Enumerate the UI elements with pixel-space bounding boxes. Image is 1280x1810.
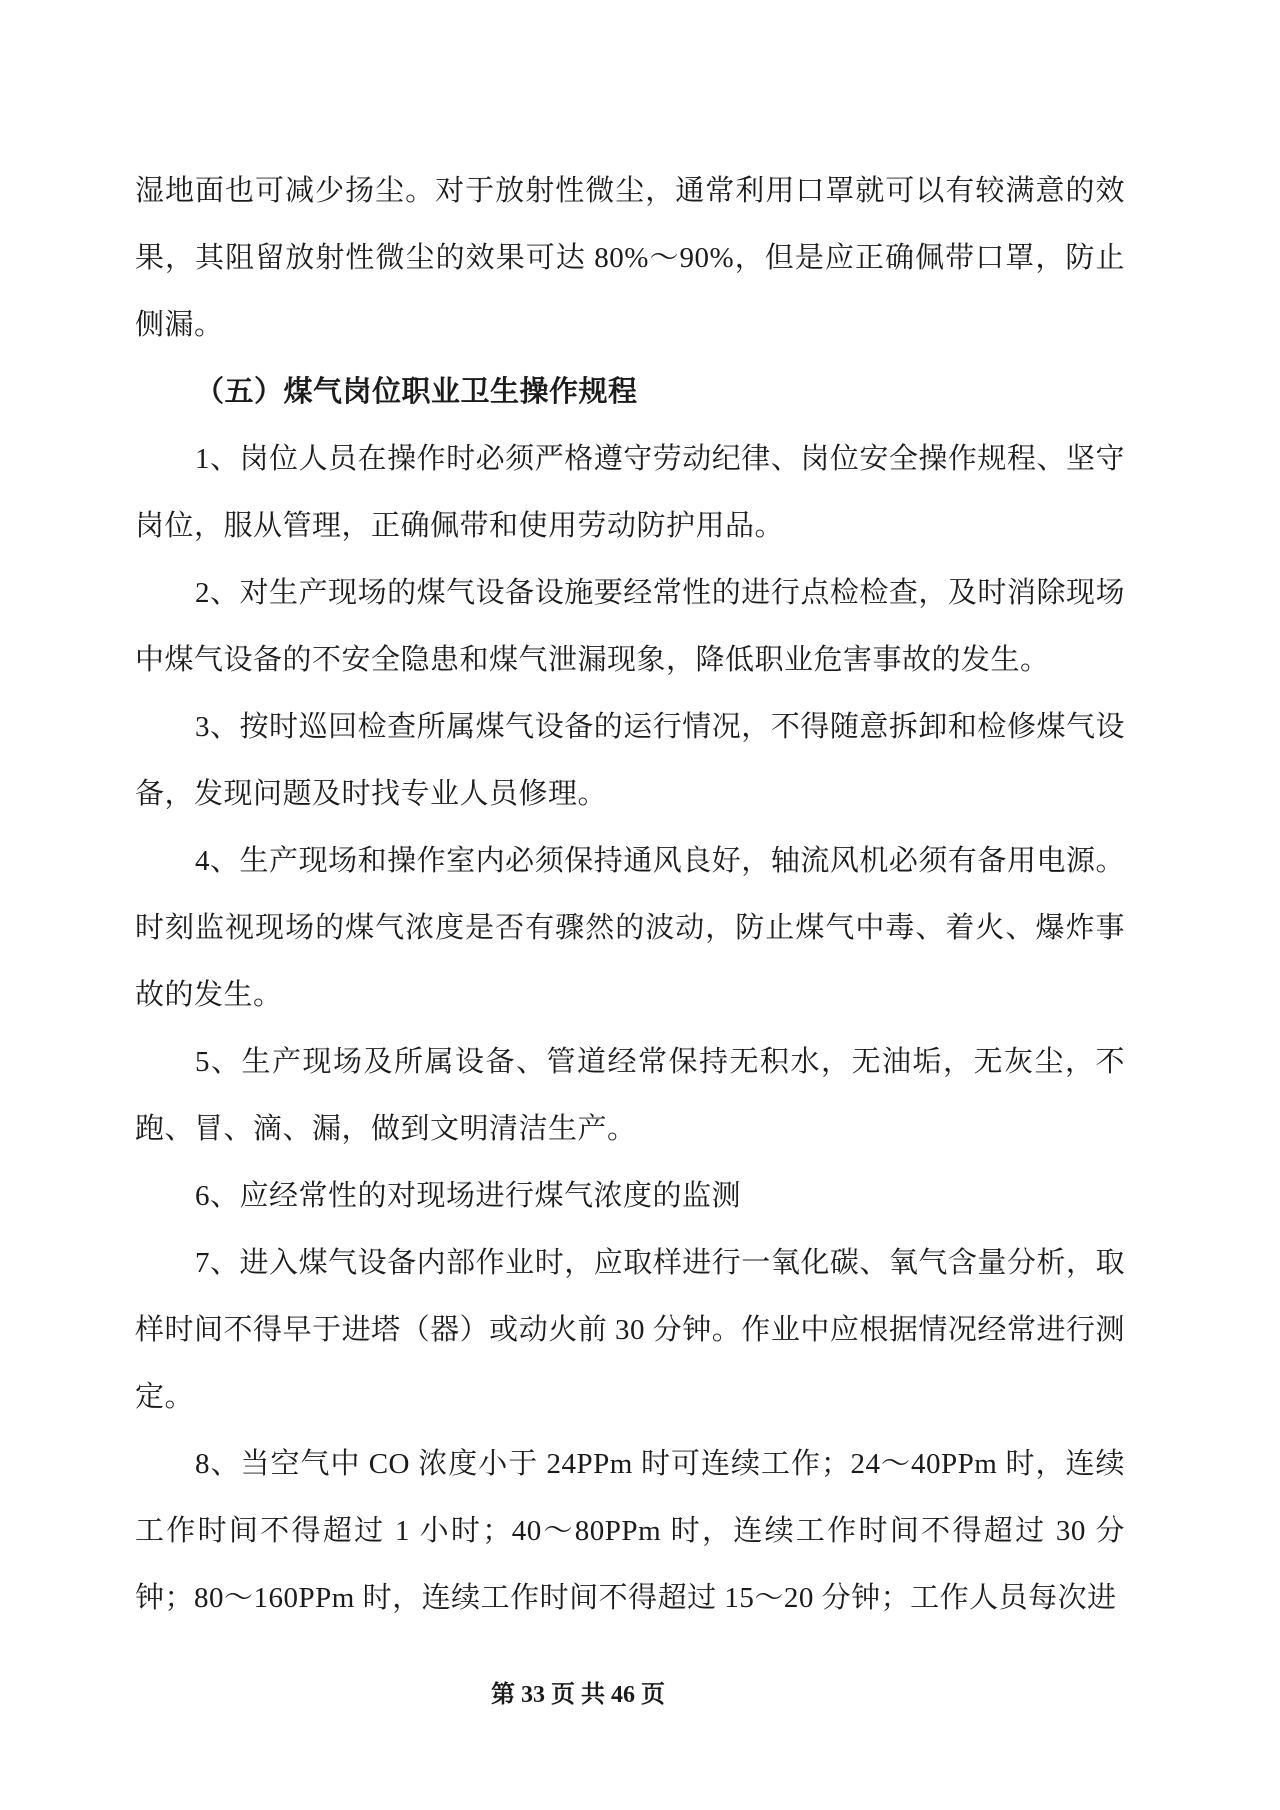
paragraph: 1、岗位人员在操作时必须严格遵守劳动纪律、岗位安全操作规程、坚守岗位，服从管理，正确佩带和使用劳动防护用品。	[135, 443, 1125, 542]
paragraph: 4、生产现场和操作室内必须保持通风良好，轴流风机必须有备用电源。时刻监视现场的煤气浓度是否有骤然的波动，防止煤气中毒、着火、爆炸事故的发生。	[135, 845, 1125, 1011]
section-heading: （五）煤气岗位职业卫生操作规程	[195, 376, 638, 408]
page-number-text: 第 33 页 共 46 页	[491, 1682, 665, 1708]
paragraph: 湿地面也可减少扬尘。对于放射性微尘，通常利用口罩就可以有较满意的效果，其阻留放射性微尘的效果可达 80%～90%，但是应正确佩带口罩，防止侧漏。	[135, 175, 1125, 341]
paragraph: 8、当空气中 CO 浓度小于 24PPm 时可连续工作；24～40PPm 时，连续工作时间不得超过 1 小时；40～80PPm 时，连续工作时间不得超过 30 分钟；80～160PPm 时，连续工作时间不得超过 15～20 分钟；工作人员每次进	[135, 1448, 1125, 1614]
paragraph: 7、进入煤气设备内部作业时，应取样进行一氧化碳、氧气含量分析，取样时间不得早于进塔（器）或动火前 30 分钟。作业中应根据情况经常进行测定。	[135, 1247, 1125, 1413]
paragraph: 3、按时巡回检查所属煤气设备的运行情况，不得随意拆卸和检修煤气设备，发现问题及时找专业人员修理。	[135, 711, 1125, 810]
paragraph: 5、生产现场及所属设备、管道经常保持无积水，无油垢，无灰尘，不跑、冒、滴、漏，做到文明清洁生产。	[135, 1046, 1125, 1145]
page-footer	[0, 1678, 1156, 1712]
paragraph: 6、应经常性的对现场进行煤气浓度的监测	[195, 1180, 742, 1212]
paragraph: 2、对生产现场的煤气设备设施要经常性的进行点检检查，及时消除现场中煤气设备的不安全隐患和煤气泄漏现象，降低职业危害事故的发生。	[135, 577, 1125, 676]
document-body	[135, 158, 1125, 1632]
